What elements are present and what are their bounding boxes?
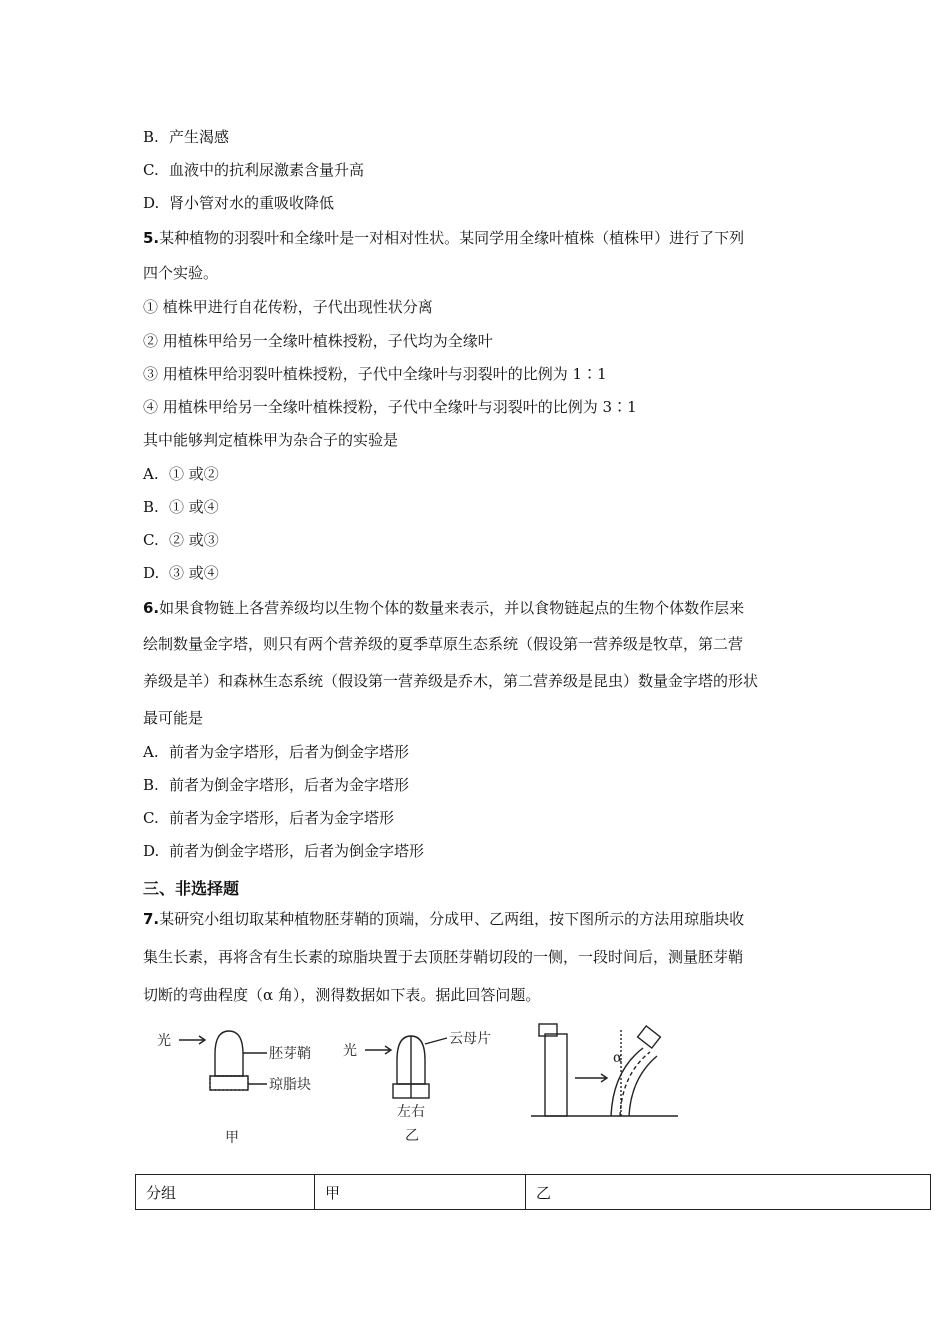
- q5-question: 其中能够判定植株甲为杂合子的实验是: [143, 431, 399, 449]
- group-a-label: 甲: [225, 1130, 239, 1146]
- q5-stem-line-2: 四个实验。: [143, 264, 219, 282]
- q5-stem-line-1: 5.某种植物的羽裂叶和全缘叶是一对相对性状。某同学用全缘叶植株（植株甲）进行了下列: [143, 229, 745, 247]
- q5-experiment-3: ③ 用植株甲给羽裂叶植株授粉，子代中全缘叶与羽裂叶的比例为 1∶1: [143, 365, 607, 383]
- q5-option-a: A. ① 或②: [143, 465, 219, 483]
- table-header-cell: 甲: [315, 1175, 526, 1210]
- alpha-label: α: [613, 1050, 623, 1066]
- q6-stem-line-3: 养级是羊）和森林生态系统（假设第一营养级是乔木，第二营养级是昆虫）数量金字塔的形状: [143, 672, 759, 690]
- q7-stem-line-3: 切断的弯曲程度（α 角），测得数据如下表。据此回答问题。: [143, 986, 541, 1004]
- left-right-label: 左右: [397, 1104, 425, 1120]
- q5-experiment-2: ② 用植株甲给另一全缘叶植株授粉，子代均为全缘叶: [143, 332, 493, 350]
- mica-label: 云母片: [449, 1031, 491, 1047]
- q7-stem-line-2: 集生长素，再将含有生长素的琼脂块置于去顶胚芽鞘切段的一侧，一段时间后，测量胚芽鞘: [143, 948, 744, 966]
- q5-option-b: B. ① 或④: [143, 498, 219, 516]
- q6-option-b: B. 前者为倒金字塔形，后者为金字塔形: [143, 776, 410, 794]
- table-header-cell: 乙: [526, 1175, 931, 1210]
- table-header-row: [136, 1175, 931, 1210]
- q6-option-c: C. 前者为金字塔形，后者为金字塔形: [143, 809, 395, 827]
- q6-option-d: D. 前者为倒金字塔形，后者为倒金字塔形: [143, 842, 425, 860]
- bending-diagram: [531, 1024, 678, 1116]
- q5-experiment-1: ① 植株甲进行自花传粉，子代出现性状分离: [143, 298, 433, 316]
- group-b-label: 乙: [405, 1128, 419, 1144]
- q4-option-b: B. 产生渴感: [143, 128, 230, 146]
- q6-stem-line-4: 最可能是: [143, 709, 204, 727]
- coleoptile-label: 胚芽鞘: [269, 1046, 311, 1062]
- section-title: 三、非选择题: [143, 879, 240, 898]
- q6-stem-line-1: 6.如果食物链上各营养级均以生物个体的数量来表示，并以食物链起点的生物个体数作层来: [143, 599, 745, 617]
- q4-option-c: C. 血液中的抗利尿激素含量升高: [143, 161, 365, 179]
- q6-stem-line-2: 绘制数量金字塔，则只有两个营养级的夏季草原生态系统（假设第一营养级是牧草，第二营: [143, 635, 744, 653]
- q5-option-c: C. ② 或③: [143, 531, 219, 549]
- table-header-cell: 分组: [136, 1175, 315, 1210]
- q4-option-d: D. 肾小管对水的重吸收降低: [143, 194, 335, 212]
- experiment-figure: [143, 1016, 703, 1156]
- agar-label: 琼脂块: [269, 1077, 311, 1093]
- group-a-light-label: 光: [157, 1033, 171, 1049]
- q7-stem-line-1: 7.某研究小组切取某种植物胚芽鞘的顶端，分成甲、乙两组，按下图所示的方法用琼脂块收: [143, 910, 745, 928]
- group-b-diagram: [365, 1036, 447, 1098]
- data-table: [135, 1174, 931, 1210]
- group-b-light-label: 光: [343, 1043, 357, 1059]
- q5-experiment-4: ④ 用植株甲给另一全缘叶植株授粉，子代中全缘叶与羽裂叶的比例为 3∶1: [143, 398, 637, 416]
- group-a-diagram: [179, 1031, 267, 1090]
- q5-option-d: D. ③ 或④: [143, 564, 219, 582]
- q6-option-a: A. 前者为金字塔形，后者为倒金字塔形: [143, 743, 410, 761]
